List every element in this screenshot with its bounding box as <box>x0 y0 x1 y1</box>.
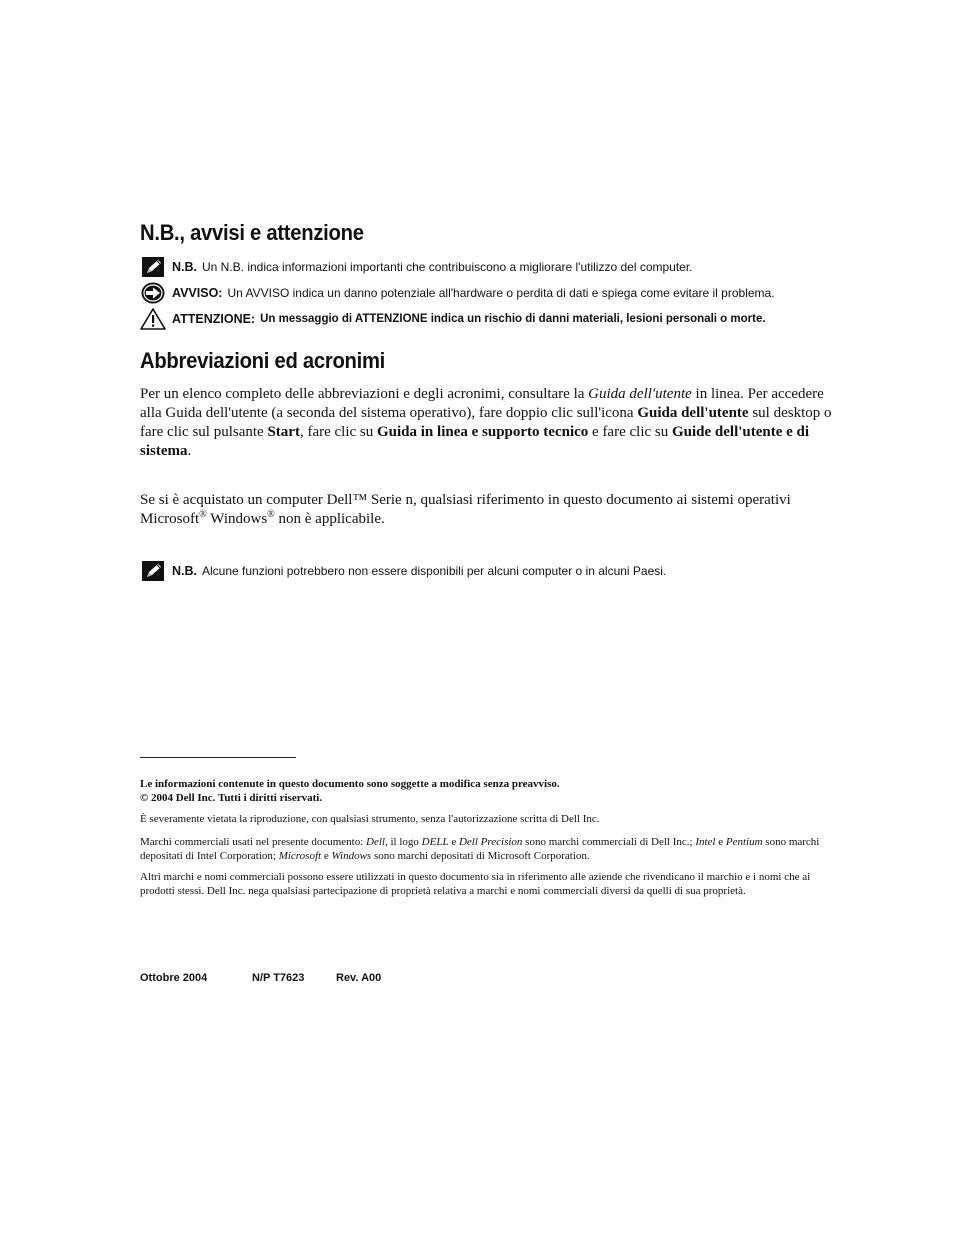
reproduction-notice: È severamente vietata la riproduzione, con qualsiasi strumento, senza l'autorizzazione scritta di Dell Inc. <box>140 813 600 825</box>
caution-label: ATTENZIONE: <box>172 312 256 326</box>
pencil-note-icon <box>140 256 166 278</box>
text-run: , fare clic su <box>299 424 377 440</box>
note-avviso <box>140 282 840 304</box>
note-nb-2 <box>140 560 840 582</box>
italic-run: Windows <box>331 850 372 862</box>
caution-text: Un messaggio di ATTENZIONE indica un rischio di danni materiali, lesioni personali o morte. <box>260 313 766 325</box>
note-text: Un N.B. indica informazioni importanti che contribuiscono a migliorare l'utilizzo del computer. <box>202 260 693 274</box>
italic-run: DELL <box>421 836 449 848</box>
text-run: , il logo <box>385 836 422 848</box>
italic-run: Pentium <box>725 836 763 848</box>
pencil-note-icon <box>140 560 166 582</box>
note-attenzione <box>140 308 840 330</box>
text-run: e fare clic su <box>588 424 672 440</box>
bold-run: Guide dell'utente e di sistema <box>140 424 810 459</box>
note-text: Alcune funzioni potrebbero non essere disponibili per alcuni computer o in alcuni Paesi. <box>202 564 667 578</box>
text-run: non è applicabile. <box>274 511 385 527</box>
note-label: N.B. <box>172 260 197 274</box>
text-run: Se si è acquistato un computer Dell™ Serie n, qualsiasi riferimento in questo documento ai sistemi operativi Microsoft <box>140 492 791 527</box>
italic-run: Guida dell'utente <box>588 386 692 402</box>
text-run: sul desktop o fare clic sul pulsante <box>140 405 832 440</box>
footer-part-number: N/P T7623 <box>252 972 305 984</box>
registered-mark: ® <box>267 509 275 520</box>
italic-run: Intel <box>695 836 716 848</box>
other-trademarks-notice: Altri marchi e nomi commerciali possono essere utilizzati in questo documento sia in riferimento alle aziende che rivendicano il marchio e i nomi che ai prodotti stessi. Dell Inc. nega qualsiasi partecipazione di proprietà relativa a marchi e nomi commerciali diversi da quelli di sua proprietà. <box>140 871 811 897</box>
legal-notice <box>140 777 840 805</box>
text-run: e <box>715 836 726 848</box>
notice-arrow-icon <box>140 282 166 304</box>
notice-text: Un AVVISO indica un danno potenziale all'hardware o perdita di dati e spiega come evitare il problema. <box>227 286 775 300</box>
legal-line: Le informazioni contenute in questo documento sono soggette a modifica senza preavviso. <box>140 778 560 790</box>
notice-label: AVVISO: <box>172 286 223 300</box>
section-title-abbreviations: Abbreviazioni ed acronimi <box>140 348 386 373</box>
footer-revision: Rev. A00 <box>336 972 382 984</box>
italic-run: Dell Precision <box>458 836 523 848</box>
text-run: sono marchi commerciali di Dell Inc.; <box>522 836 696 848</box>
bold-run: Start <box>267 424 300 440</box>
text-run: e <box>448 836 459 848</box>
footer-date: Ottobre 2004 <box>140 972 208 984</box>
italic-run: Microsoft <box>278 850 322 862</box>
text-run: in linea. Per accedere alla Guida dell'utente (a seconda del sistema operativo), fare doppio clic sull'icona <box>140 386 824 421</box>
text-run: e <box>321 850 332 862</box>
section-title-notes: N.B., avvisi e attenzione <box>140 220 364 245</box>
footnote-divider <box>140 757 296 758</box>
italic-run: Dell <box>366 836 385 848</box>
text-run: Marchi commerciali usati nel presente documento: <box>140 836 367 848</box>
bold-run: Guida dell'utente <box>637 405 749 421</box>
text-run: Per un elenco completo delle abbreviazioni e degli acronimi, consultare la <box>140 386 589 402</box>
trademark-notice <box>140 835 840 863</box>
bold-run: Guida in linea e supporto tecnico <box>377 424 589 440</box>
warning-triangle-icon <box>140 308 166 330</box>
text-run: . <box>187 443 192 459</box>
dell-n-series-paragraph <box>140 491 840 529</box>
text-run: sono marchi depositati di Intel Corporation; <box>140 836 820 862</box>
text-run: sono marchi depositati di Microsoft Corporation. <box>371 850 590 862</box>
note-nb <box>140 256 840 278</box>
note-label: N.B. <box>172 564 197 578</box>
registered-mark: ® <box>199 509 207 520</box>
abbreviations-paragraph <box>140 385 840 461</box>
copyright-line: © 2004 Dell Inc. Tutti i diritti riservati. <box>140 792 323 804</box>
text-run: Windows <box>206 511 268 527</box>
